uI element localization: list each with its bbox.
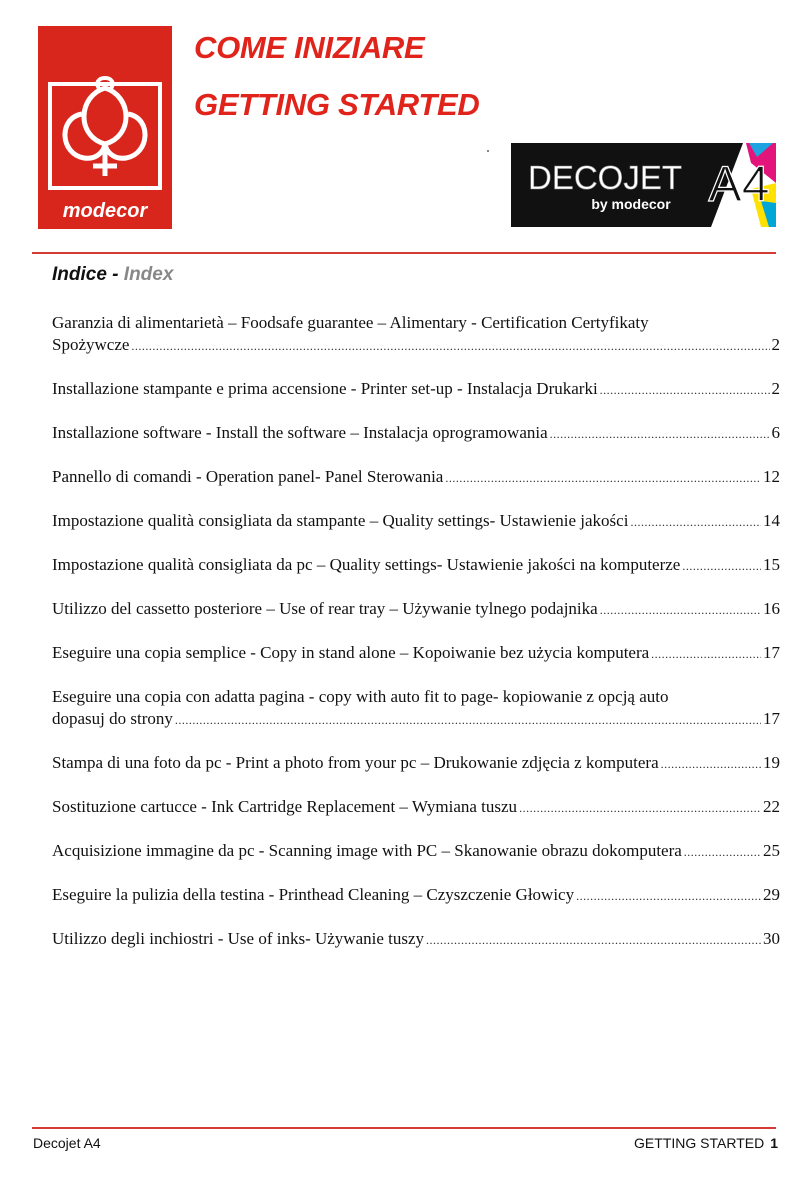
toc-entry-title: Eseguire la pulizia della testina - Printhead Cleaning – Czyszczenie Głowicy (52, 885, 575, 904)
toc-leader-dots (519, 797, 761, 819)
decojet-a4-logo (511, 143, 776, 227)
toc-entry-title: Installazione software - Install the software – Instalacja oprogramowania (52, 423, 548, 442)
toc-entry[interactable] (52, 840, 780, 863)
toc-entry-page: 2 (771, 335, 780, 354)
index-heading-it: Indice (52, 264, 107, 285)
toc-entry-title: Acquisizione immagine da pc - Scanning image with PC – Skanowanie obrazu dokomputera (52, 841, 682, 860)
toc-leader-dots (630, 511, 761, 533)
toc-entry[interactable] (52, 884, 780, 907)
toc-leader-dots (175, 709, 761, 731)
toc-entry[interactable] (52, 642, 780, 665)
toc-entry[interactable] (52, 928, 780, 951)
toc-entry-title: Pannello di comandi - Operation panel- Panel Sterowania (52, 467, 444, 486)
title-english: GETTING STARTED (194, 87, 480, 122)
toc-leader-dots (576, 885, 761, 907)
toc-leader-dots (131, 335, 769, 357)
index-heading-separator: - (106, 264, 124, 285)
toc-entry-page: 2 (771, 379, 780, 398)
table-of-contents (52, 312, 780, 972)
toc-leader-dots (600, 599, 761, 621)
modecor-logo-text: modecor (62, 200, 148, 222)
toc-leader-dots (550, 423, 770, 445)
toc-entry-title: Sostituzione cartucce - Ink Cartridge Replacement – Wymiana tuszu (52, 797, 518, 816)
toc-entry[interactable] (52, 796, 780, 819)
toc-entry-title-line1: Eseguire una copia con adatta pagina - copy with auto fit to page- kopiowanie z opcją auto (52, 687, 669, 706)
toc-entry-page: 16 (763, 599, 780, 618)
toc-entry-page: 17 (763, 643, 780, 662)
decojet-logo-badge: A4 (708, 156, 770, 212)
toc-entry[interactable] (52, 466, 780, 489)
toc-entry[interactable] (52, 422, 780, 445)
toc-entry-page: 25 (763, 841, 780, 860)
toc-entry[interactable] (52, 378, 780, 401)
footer-section-title: GETTING STARTED (634, 1135, 765, 1151)
toc-entry[interactable] (52, 510, 780, 533)
toc-leader-dots (426, 929, 761, 951)
toc-entry-page: 15 (763, 555, 780, 574)
toc-entry-page: 30 (763, 929, 780, 948)
toc-entry-page: 29 (763, 885, 780, 904)
toc-entry-title: Installazione stampante e prima accensione - Printer set-up - Instalacja Drukarki (52, 379, 598, 398)
toc-entry-page: 12 (763, 467, 780, 486)
modecor-logo (38, 26, 172, 229)
toc-leader-dots (600, 379, 770, 401)
decorative-dot (487, 150, 489, 152)
footer-divider (32, 1127, 776, 1129)
decojet-logo-main: DECOJET (527, 159, 683, 196)
decojet-logo-sub: by modecor (591, 196, 671, 212)
toc-entry-title: Spożywcze (52, 335, 130, 354)
index-heading-en: Index (123, 264, 174, 285)
toc-entry[interactable] (52, 554, 780, 577)
toc-entry-title: Utilizzo del cassetto posteriore – Use of rear tray – Używanie tylnego podajnika (52, 599, 598, 618)
toc-entry[interactable] (52, 752, 780, 775)
toc-entry-page: 17 (763, 709, 780, 728)
toc-leader-dots (445, 467, 761, 489)
footer-section (634, 1135, 778, 1151)
toc-entry-title: Utilizzo degli inchiostri - Use of inks- Używanie tuszy (52, 929, 425, 948)
toc-entry[interactable] (52, 686, 780, 731)
toc-entry-title: Impostazione qualità consigliata da pc – Quality settings- Ustawienie jakości na komputerze (52, 555, 681, 574)
toc-entry[interactable] (52, 598, 780, 621)
toc-entry-page: 6 (771, 423, 780, 442)
toc-entry-title: Impostazione qualità consigliata da stampante – Quality settings- Ustawienie jakości (52, 511, 629, 530)
toc-entry-title: Eseguire una copia semplice - Copy in stand alone – Kopoiwanie bez użycia komputera (52, 643, 650, 662)
toc-entry-page: 14 (763, 511, 780, 530)
header-divider (32, 252, 776, 254)
toc-entry-page: 22 (763, 797, 780, 816)
toc-leader-dots (684, 841, 761, 863)
toc-leader-dots (682, 555, 761, 577)
footer-page-number: 1 (770, 1135, 778, 1151)
toc-entry-title-line1: Garanzia di alimentarietà – Foodsafe guarantee – Alimentary - Certification Certyfikaty (52, 313, 649, 332)
toc-entry-title: dopasuj do strony (52, 709, 173, 728)
footer-product-name: Decojet A4 (33, 1135, 101, 1151)
title-italian: COME INIZIARE (194, 30, 425, 65)
toc-entry-title: Stampa di una foto da pc - Print a photo from your pc – Drukowanie zdjęcia z komputera (52, 753, 659, 772)
toc-leader-dots (661, 753, 761, 775)
toc-leader-dots (651, 643, 761, 665)
toc-entry[interactable] (52, 312, 780, 357)
index-heading (52, 264, 173, 286)
toc-entry-page: 19 (763, 753, 780, 772)
